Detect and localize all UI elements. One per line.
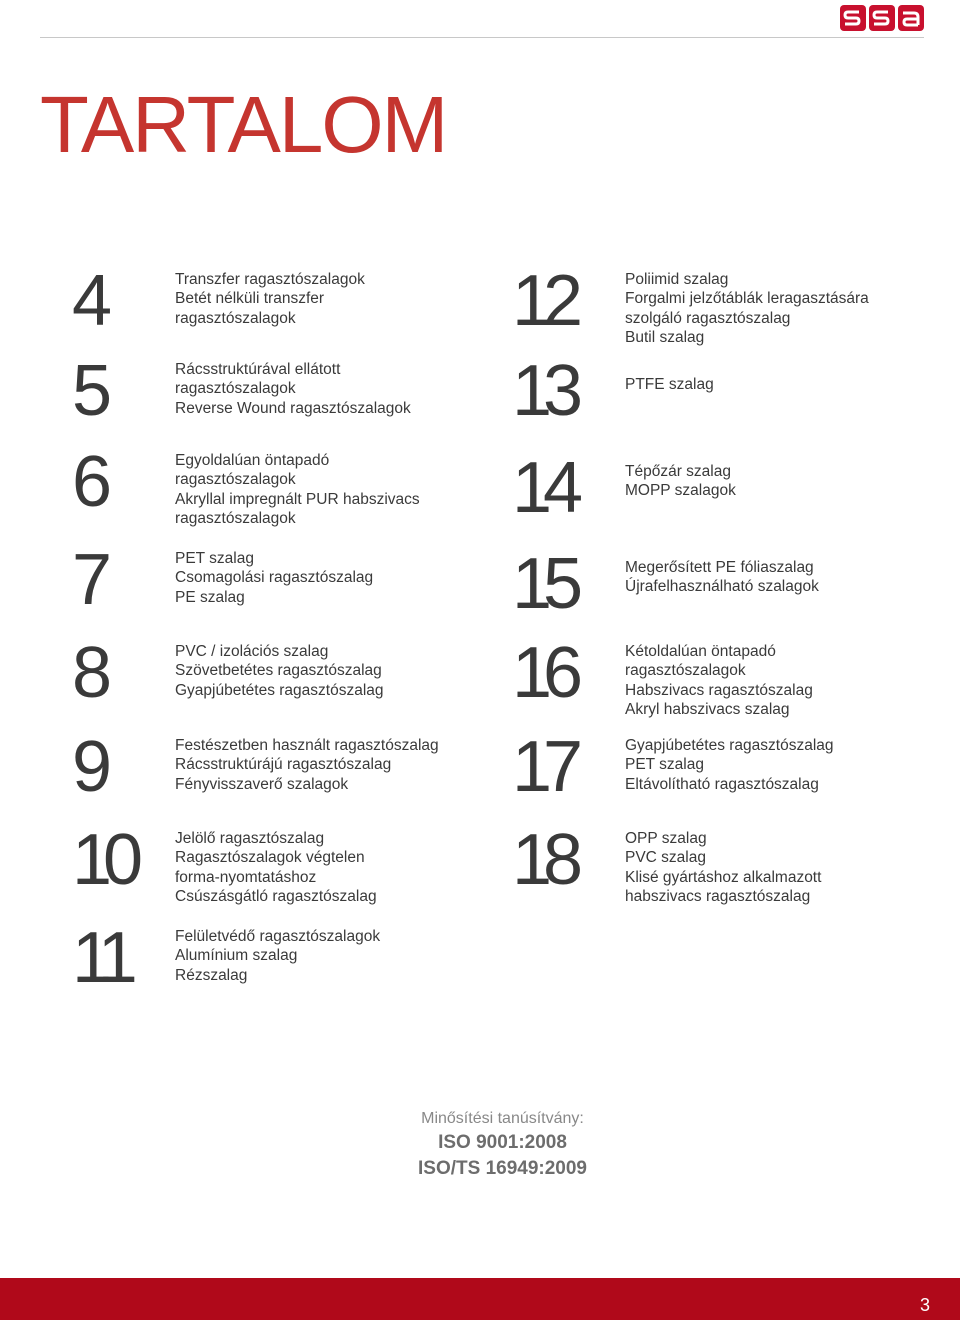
certification-standard: ISO 9001:2008 [438, 1132, 567, 1153]
toc-page-number: 7 [72, 540, 104, 620]
page-number: 3 [919, 1295, 930, 1315]
toc-entry-title: Butil szalag [625, 328, 705, 346]
toc-entry-titles [625, 462, 736, 501]
toc-entry-titles [625, 829, 821, 906]
toc-entry-title: PE szalag [175, 588, 245, 606]
toc-entry-title: ragasztószalagok [175, 380, 296, 398]
certification-label: Minősítési tanúsítvány: [421, 1110, 584, 1127]
toc-entry-titles [175, 736, 439, 794]
toc-entry-title: Újrafelhasználható szalagok [625, 578, 819, 596]
toc-entry-titles [625, 558, 819, 597]
toc-entry-titles [175, 829, 377, 906]
toc-page-number: 17 [512, 727, 575, 807]
toc-entry-title: Akryllal impregnált PUR habszivacs [175, 490, 420, 508]
toc-entry-title: Gyapjúbetétes ragasztószalag [625, 737, 834, 754]
toc-page-number: 9 [72, 727, 104, 807]
toc-entry-title: Szövetbetétes ragasztószalag [175, 662, 382, 680]
toc-page-number: 10 [72, 820, 135, 900]
toc-entry-titles [625, 736, 834, 794]
toc-page-number: 14 [512, 448, 575, 528]
toc-page-number: 16 [512, 633, 575, 713]
toc-entry-title: Egyoldalúan öntapadó [175, 452, 330, 469]
toc-page-number: 6 [72, 442, 104, 522]
toc-entry-titles [175, 360, 411, 418]
toc-entry-title: Akryl habszivacs szalag [625, 700, 790, 718]
ssa-logo [838, 3, 926, 33]
toc-page-number: 12 [512, 261, 575, 341]
toc-entry-title: Csúszásgátló ragasztószalag [175, 887, 377, 905]
toc-entry-titles [175, 927, 380, 985]
toc-page-number: 5 [72, 351, 104, 431]
toc-page-number: 11 [72, 918, 129, 998]
toc-entry-title: forma-nyomtatáshoz [175, 868, 317, 886]
toc-entry-title: habszivacs ragasztószalag [625, 887, 811, 905]
toc-entry-title: ragasztószalagok [625, 662, 746, 680]
toc-entry-title: PVC szalag [625, 849, 706, 867]
toc-entry-title: Megerősített PE fóliaszalag [625, 559, 814, 576]
certification-standard: ISO/TS 16949:2009 [418, 1158, 587, 1179]
toc-entry-title: Felületvédő ragasztószalagok [175, 928, 381, 945]
toc-page-number: 15 [512, 544, 575, 624]
toc-entry-title: Alumínium szalag [175, 947, 298, 965]
toc-entry-titles [175, 642, 384, 700]
toc-entry-title: Jelölő ragasztószalag [175, 830, 325, 847]
toc-entry-title: Gyapjúbetétes ragasztószalag [175, 681, 384, 699]
toc-entry-title: PVC / izolációs szalag [175, 643, 329, 660]
toc-entry-title: Rézszalag [175, 966, 248, 984]
toc-entry-title: szolgáló ragasztószalag [625, 309, 791, 327]
toc-entry-title: Festészetben használt ragasztószalag [175, 737, 439, 754]
toc-entry-title: Habszivacs ragasztószalag [625, 681, 813, 699]
toc-entry-title: Ragasztószalagok végtelen [175, 849, 365, 867]
toc-page-number: 4 [72, 261, 104, 341]
toc-entry-title: Poliimid szalag [625, 271, 729, 288]
toc-entry-title: PET szalag [175, 550, 254, 567]
toc-entry-title: PET szalag [625, 756, 704, 774]
toc-page-number: 8 [72, 633, 104, 713]
toc-entry-title: Transzfer ragasztószalagok [175, 271, 365, 288]
toc-entry-title: Klisé gyártáshoz alkalmazott [625, 868, 822, 886]
toc-entry-title: PTFE szalag [625, 376, 714, 393]
toc-entry-title: Betét nélküli transzfer [175, 290, 325, 308]
toc-entry-titles [175, 270, 365, 328]
toc-entry-title: MOPP szalagok [625, 482, 736, 500]
toc-entry-title: Eltávolítható ragasztószalag [625, 775, 819, 793]
toc-entry-title: OPP szalag [625, 830, 707, 847]
toc-entry-title: Kétoldalúan öntapadó [625, 643, 776, 660]
toc-entry-title: Tépőzár szalag [625, 463, 731, 480]
toc-entry-title: Rácsstruktúrájú ragasztószalag [175, 756, 392, 774]
toc-entry-title: ragasztószalagok [175, 309, 296, 327]
toc-entry-title: ragasztószalagok [175, 471, 296, 489]
footer-bar [0, 1278, 960, 1320]
toc-entry-titles [175, 549, 373, 607]
toc-entry-titles [175, 451, 420, 528]
toc-entry-title: Fényvisszaverő szalagok [175, 775, 349, 793]
toc-entry-titles [625, 270, 869, 347]
toc-entry-title: Reverse Wound ragasztószalagok [175, 399, 411, 417]
toc-entry-title: Rácsstruktúrával ellátott [175, 361, 341, 378]
page-title: TARTALOM [40, 80, 447, 169]
toc-entry-title: Csomagolási ragasztószalag [175, 569, 374, 587]
certification-block [0, 1108, 960, 1182]
toc-entry-titles [625, 642, 813, 719]
toc-page-number: 13 [512, 351, 575, 431]
toc-entry-title: Forgalmi jelzőtáblák leragasztására [625, 290, 869, 308]
toc-entry-title: ragasztószalagok [175, 509, 296, 527]
toc-entry-titles [625, 375, 714, 394]
header-rule [40, 37, 924, 38]
toc-page-number: 18 [512, 820, 575, 900]
